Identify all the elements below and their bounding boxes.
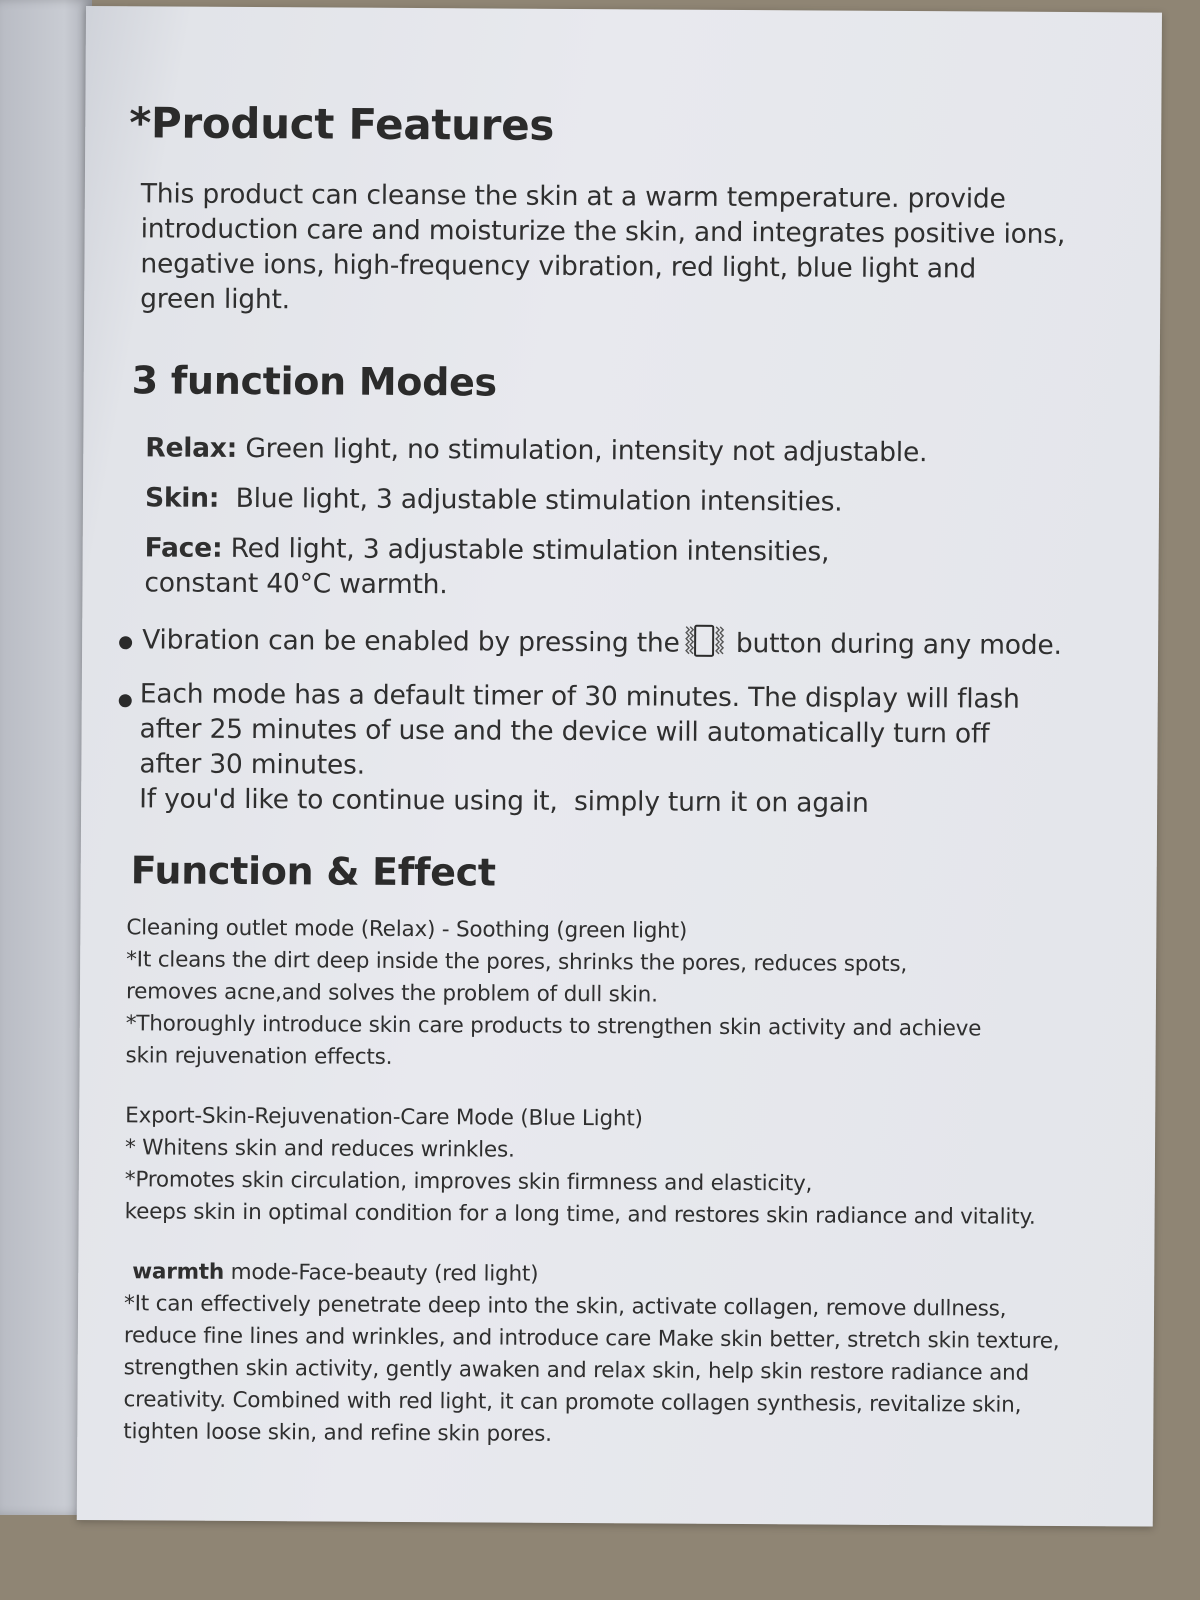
effect-group-relax [125, 912, 1166, 1078]
mode-relax [145, 430, 1185, 471]
effect-line: strengthen skin activity, gently awaken and relax skin, help skin restore radiance and [123, 1355, 1030, 1386]
manual-page [77, 6, 1162, 1527]
effect-title-bold: warmth [132, 1259, 225, 1285]
features-line: green light. [140, 283, 291, 316]
mode-face-text-2: constant 40°C warmth. [144, 567, 448, 601]
mode-face-text: Red light, 3 adjustable stimulation intensities, [222, 532, 830, 568]
effect-line: * Whitens skin and reduces wrinkles. [124, 1135, 515, 1163]
effect-title-rest: mode-Face-beauty (red light) [223, 1259, 539, 1287]
product-features-heading: *Product Features [129, 98, 555, 150]
effect-line: Export-Skin-Rejuvenation-Care Mode (Blue Light) [125, 1103, 643, 1132]
mode-skin-label: Skin: [144, 482, 220, 514]
mode-face-label: Face: [144, 532, 223, 564]
function-effect-heading: Function & Effect [130, 848, 496, 895]
effect-group-skin [125, 1100, 1166, 1234]
mode-skin-text: Blue light, 3 adjustable stimulation intensities. [219, 482, 843, 518]
timer-bullet [139, 676, 1180, 822]
mode-face [144, 530, 1184, 606]
effect-line: skin rejuvenation effects. [125, 1043, 393, 1070]
features-line: introduction care and moisturize the skin, and integrates positive ions, [140, 213, 1066, 250]
effect-line: reduce fine lines and wrinkles, and introduce care Make skin better, stretch skin texture, [123, 1323, 1060, 1354]
timer-line: Each mode has a default timer of 30 minutes. The display will flash [139, 678, 1020, 715]
effect-group-face [123, 1256, 1164, 1454]
effect-line: tighten loose skin, and refine skin pores. [123, 1419, 552, 1447]
effect-line: Cleaning outlet mode (Relax) - Soothing (green light) [126, 915, 688, 944]
mode-relax-text: Green light, no stimulation, intensity not adjustable. [237, 432, 928, 469]
vibration-bullet [142, 620, 1182, 663]
timer-line: after 30 minutes. [139, 748, 366, 781]
timer-line: after 25 minutes of use and the device will automatically turn off [139, 713, 990, 750]
vibration-text-before: Vibration can be enabled by pressing the [142, 624, 680, 659]
effect-line: creativity. Combined with red light, it can promote collagen synthesis, revitalize skin, [123, 1387, 1022, 1418]
effect-line: keeps skin in optimal condition for a long time, and restores skin radiance and vitality. [124, 1199, 1036, 1230]
effect-line: *Thoroughly introduce skin care products to strengthen skin activity and achieve [125, 1011, 982, 1042]
features-line: This product can cleanse the skin at a warm temperature. provide [140, 178, 1006, 215]
timer-line: If you'd like to continue using it, simply turn it on again [139, 783, 869, 819]
product-features-text [140, 176, 1181, 322]
bullet-dot [119, 694, 132, 707]
features-line: negative ions, high-frequency vibration, red light, blue light and [140, 248, 977, 285]
effect-line: *It cleans the dirt deep inside the pores, shrinks the pores, reduces spots, [126, 947, 908, 978]
effect-line: *It can effectively penetrate deep into the skin, activate collagen, remove dullness, [123, 1291, 1007, 1322]
mode-relax-label: Relax: [145, 432, 238, 464]
vibration-icon [682, 624, 726, 658]
bullet-dot [119, 636, 132, 649]
effect-line: *Promotes skin circulation, improves skin firmness and elasticity, [124, 1167, 813, 1197]
vibration-text-after: button during any mode. [727, 627, 1062, 661]
function-modes-heading: 3 function Modes [131, 358, 497, 405]
mode-skin [145, 480, 1185, 521]
effect-line: removes acne,and solves the problem of dull skin. [125, 979, 658, 1008]
